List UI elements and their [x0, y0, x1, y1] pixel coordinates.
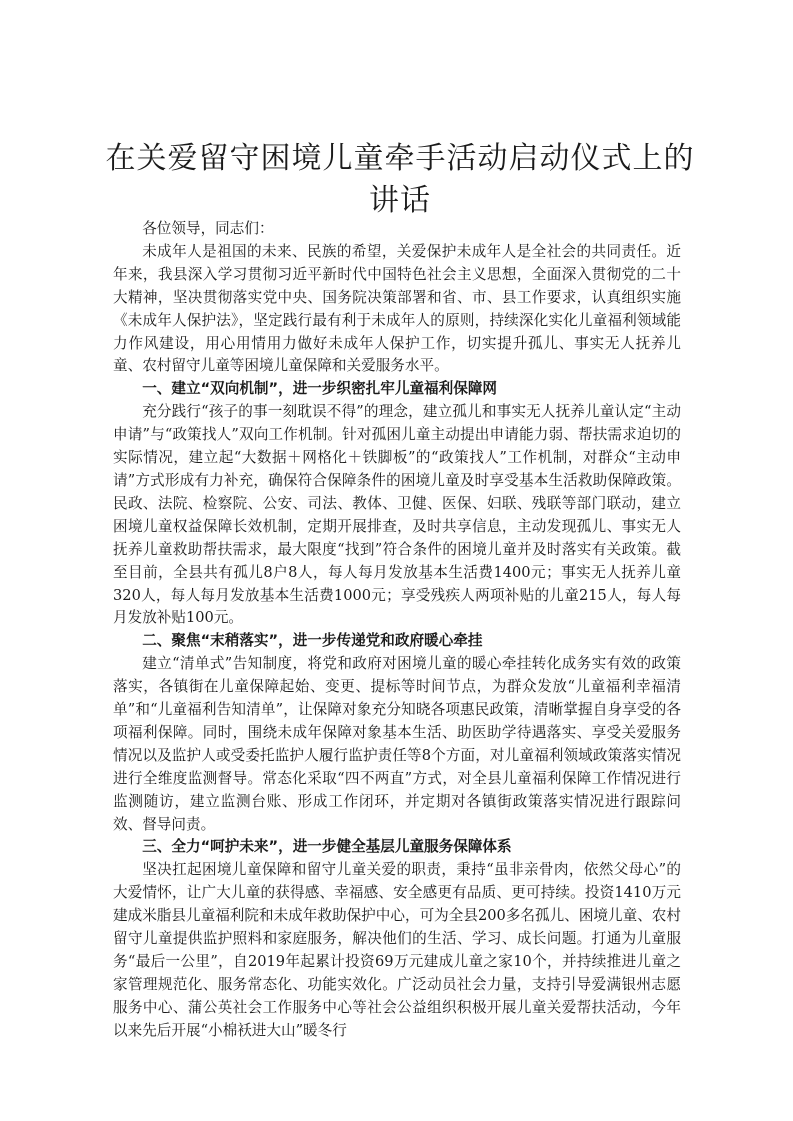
section-1-heading: 一、建立“双向机制”，进一步织密扎牢儿童福利保障网: [142, 380, 498, 398]
section-3-paragraph: 坚决扛起困境儿童保障和留守儿童关爱的职责，秉持“虽非亲骨肉，依然父母心”的大爱情怀，让广大儿童的获得感、幸福感、安全感更有品质、更可持续。投资1410万元建成米脂县儿童福利院和未成年救助保护中心，可为全县200多名孤儿、困境儿童、农村留守儿童提供监护照料和家庭服务，解决他们的生活、学习、成长问题。打通为儿童服务“最后一公里”，自2019年起累计投资69万元建成儿童之家10个，并持续推进儿童之家管理规范化、服务常态化、功能实效化。广泛动员社会力量，支持引导爱满银州志愿服务中心、蒲公英社会工作服务中心等社会公益组织积极开展儿童关爱帮扶活动，今年以来先后开展“小棉袄进大山”暖冬行: [113, 861, 681, 1039]
intro-paragraph: 未成年人是祖国的未来、民族的希望，关爱保护未成年人是全社会的共同责任。近年来，我县深入学习贯彻习近平新时代中国特色社会主义思想，全面深入贯彻党的二十大精神，坚决贯彻落实党中央、国务院决策部署和省、市、县工作要求，认真组织实施《未成年人保护法》，坚定践行最有利于未成年人的原则，持续深化实化儿童福利领域能力作风建设，用心用情用力做好未成年人保护工作，切实提升孤儿、事实无人抚养儿童、农村留守儿童等困境儿童保障和关爱服务水平。: [113, 242, 681, 375]
salutation: 各位领导，同志们：: [142, 220, 274, 237]
document-title: 在关爱留守困境儿童牵手活动启动仪式上的讲话: [105, 141, 695, 218]
section-3-heading: 三、全力“呵护未来”，进一步健全基层儿童服务保障体系: [142, 838, 512, 856]
section-1-paragraph: 充分践行“孩子的事一刻耽误不得”的理念，建立孤儿和事实无人抚养儿童认定“主动申请”与“政策找人”双向工作机制。针对孤困儿童主动提出申请能力弱、帮扶需求迫切的实际情况，建立起“大数据＋网格化＋铁脚板”的“政策找人”工作机制，对群众“主动申请”方式形成有力补充，确保符合保障条件的困境儿童及时享受基本生活救助保障政策。民政、法院、检察院、公安、司法、教体、卫健、医保、妇联、残联等部门联动，建立困境儿童权益保障长效机制，定期开展排查，及时共享信息，主动发现孤儿、事实无人抚养儿童救助帮扶需求，最大限度“找到”符合条件的困境儿童并及时落实有关政策。截至目前，全县共有孤儿8户8人，每人每月发放基本生活费1400元；事实无人抚养儿童320人，每人每月发放基本生活费1000元；享受残疾人两项补贴的儿童215人，每人每月发放补贴100元。: [113, 403, 681, 627]
section-2-heading: 二、聚焦“末稍落实”，进一步传递党和政府暖心牵挂: [142, 632, 483, 650]
document-body: [113, 218, 681, 1043]
section-2-paragraph: 建立“清单式”告知制度，将党和政府对困境儿童的暖心牵挂转化成务实有效的政策落实，各镇街在儿童保障起始、变更、提标等时间节点，为群众发放“儿童福利幸福清单”和“儿童福利告知清单”，让保障对象充分知晓各项惠民政策，清晰掌握自身享受的各项福利保障。同时，围绕未成年保障对象基本生活、助医助学待遇落实、享受关爱服务情况以及监护人或受委托监护人履行监护责任等8个方面，对儿童福利领域政策落实情况进行全维度监测督导。常态化采取“四不两直”方式，对全县儿童福利保障工作情况进行监测随访，建立监测台账、形成工作闭环，并定期对各镇街政策落实情况进行跟踪问效、督导问责。: [113, 655, 681, 833]
